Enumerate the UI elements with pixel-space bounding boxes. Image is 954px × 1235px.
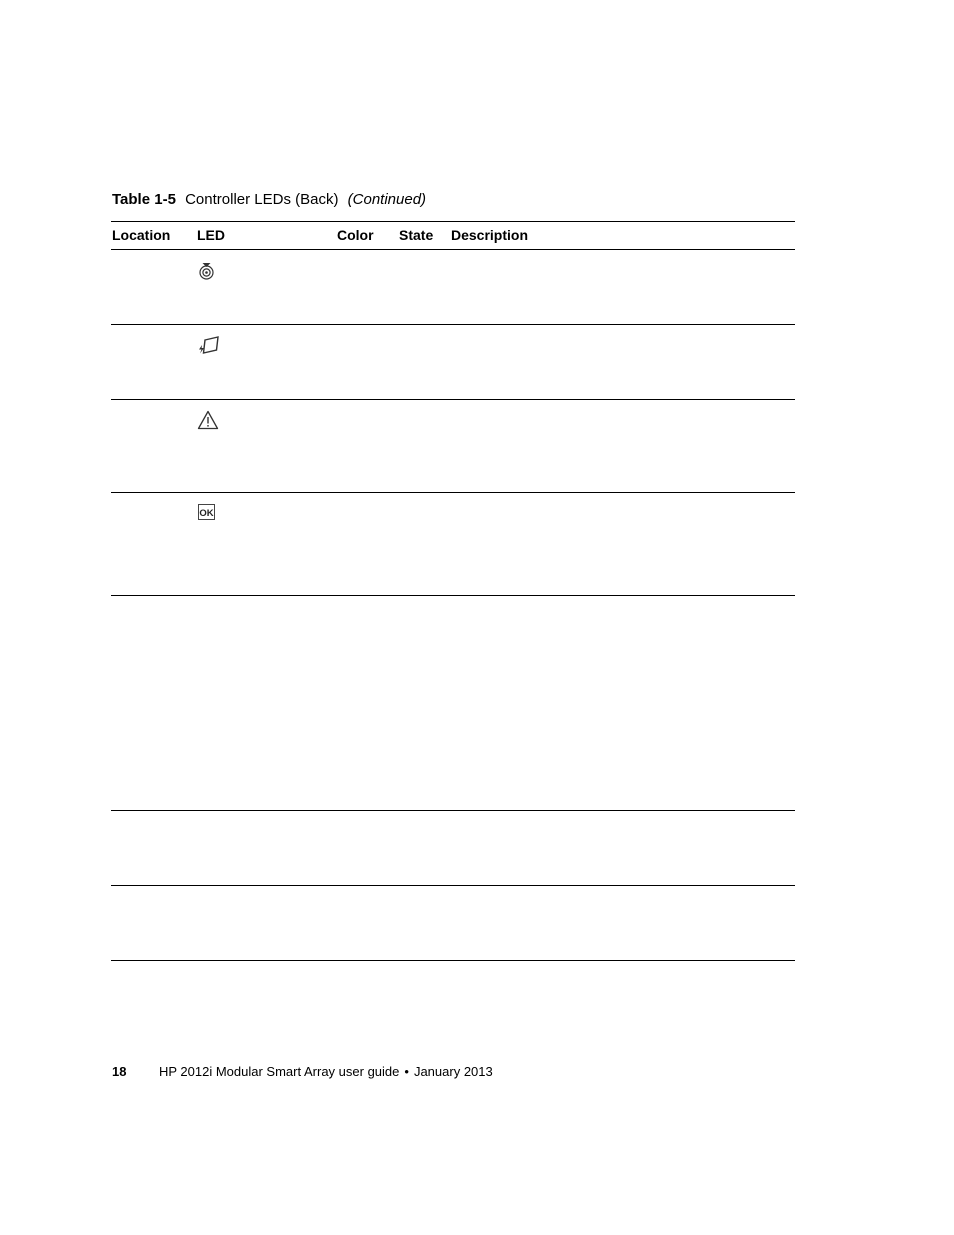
- locator-icon: [197, 261, 219, 283]
- header-description: Description: [451, 227, 529, 243]
- header-location: Location: [112, 227, 171, 243]
- table-title: Controller LEDs (Back): [185, 191, 339, 208]
- row-rule: [111, 810, 795, 811]
- warning-triangle-icon: [197, 410, 219, 432]
- row-rule: [111, 885, 795, 886]
- row-rule: [111, 595, 795, 596]
- row-rule: [111, 324, 795, 325]
- header-bottom-rule: [111, 249, 795, 250]
- document-title: HP 2012i Modular Smart Array user guide: [159, 1064, 400, 1079]
- row-rule: [111, 399, 795, 400]
- footer-bullet: •: [404, 1064, 409, 1079]
- table-caption: [112, 191, 426, 208]
- header-led: LED: [197, 227, 225, 243]
- document-date: January 2013: [413, 1064, 493, 1079]
- header-state: State: [399, 227, 434, 243]
- table-label: Table 1-5: [112, 191, 176, 208]
- table-bottom-rule: [111, 960, 795, 961]
- footer-title: [159, 1064, 493, 1079]
- svg-text:OK: OK: [199, 508, 214, 519]
- page-number: 18: [112, 1064, 127, 1079]
- header-color: Color: [337, 227, 374, 243]
- table-continued: (Continued): [347, 191, 427, 208]
- table-top-rule: [111, 221, 795, 222]
- row-rule: [111, 492, 795, 493]
- ok-icon: [197, 503, 219, 525]
- cache-offload-icon: [197, 336, 219, 358]
